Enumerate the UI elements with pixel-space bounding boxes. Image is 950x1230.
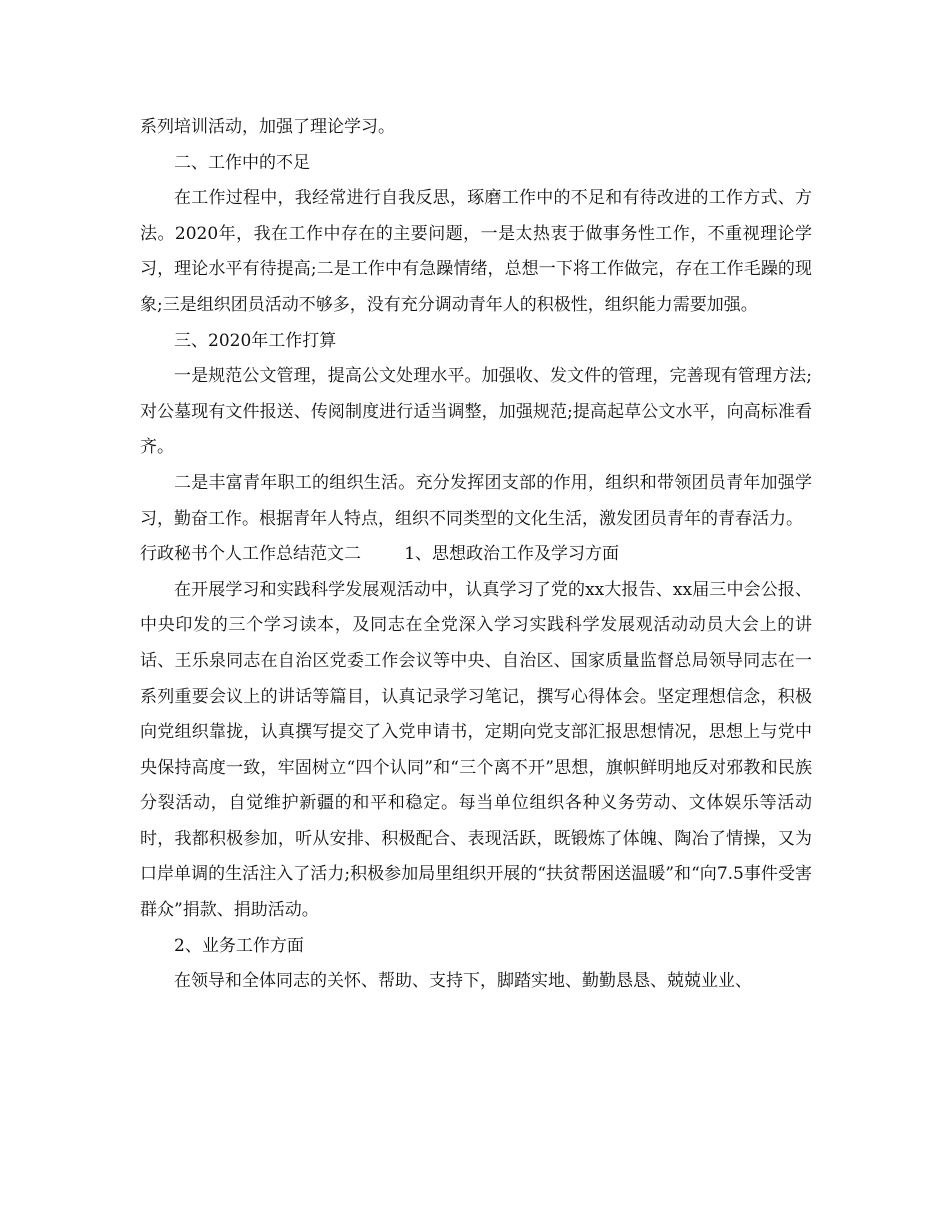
article-title-line	[140, 537, 812, 573]
paragraph-shortcomings: 在工作过程中，我经常进行自我反思，琢磨工作中的不足和有待改进的工作方式、方法。2020年，我在工作中存在的主要问题，一是太热衷于做事务性工作，不重视理论学习，理论水平有待提高;二是工作中有急躁情绪，总想一下将工作做完，存在工作毛躁的现象;三是组织团员活动不够多，没有充分调动青年人的积极性，组织能力需要加强。	[140, 188, 812, 315]
document-body	[140, 110, 812, 1000]
section-heading-business: 2、业务工作方面	[174, 935, 304, 956]
section-heading-shortcomings: 二、工作中的不足	[174, 152, 310, 173]
paragraph-continuation: 系列培训活动，加强了理论学习。	[140, 117, 395, 137]
paragraph-politics: 在开展学习和实践科学发展观活动中，认真学习了党的xx大报告、xx届三中会公报、中央印发的三个学习读本，及同志在全党深入学习实践科学发展观活动动员大会上的讲话、王乐泉同志在自治区党委工作会议等中央、自治区、国家质量监督总局领导同志在一系列重要会议上的讲话等篇目，认真记录学习笔记，撰写心得体会。坚定理想信念，积极向党组织靠拢，认真撰写提交了入党申请书，定期向党支部汇报思想情况，思想上与党中央保持高度一致，牢固树立“四个认同”和“三个离不开”思想，旗帜鲜明地反对邪教和民族分裂活动，自觉维护新疆的和平和稳定。每当单位组织各种义务劳动、文体娱乐等活动时，我都积极参加，听从安排、积极配合、表现活跃，既锻炼了体魄、陶冶了情操，又为口岸单调的生活注入了活力;积极参加局里组织开展的“扶贫帮困送温暖”和“向7.5事件受害群众”捐款、捐助活动。	[140, 579, 812, 921]
paragraph-business: 在领导和全体同志的关怀、帮助、支持下，脚踏实地、勤勤恳恳、兢兢业业、	[174, 971, 752, 992]
paragraph-plan-two: 二是丰富青年职工的组织生活。充分发挥团支部的作用，组织和带领团员青年加强学习，勤奋工作。根据青年人特点，组织不同类型的文化生活，激发团员青年的青春活力。	[140, 472, 812, 529]
section-heading-politics: 1、思想政治工作及学习方面	[404, 544, 620, 565]
paragraph-plan-one: 一是规范公文管理，提高公文处理水平。加强收、发文件的管理，完善现有管理方法;对公墓现有文件报送、传阅制度进行适当调整，加强规范;提高起草公文水平，向高标准看齐。	[140, 366, 812, 458]
article-title: 行政秘书个人工作总结范文二	[140, 544, 361, 565]
section-heading-plan: 三、2020年工作打算	[174, 330, 337, 351]
